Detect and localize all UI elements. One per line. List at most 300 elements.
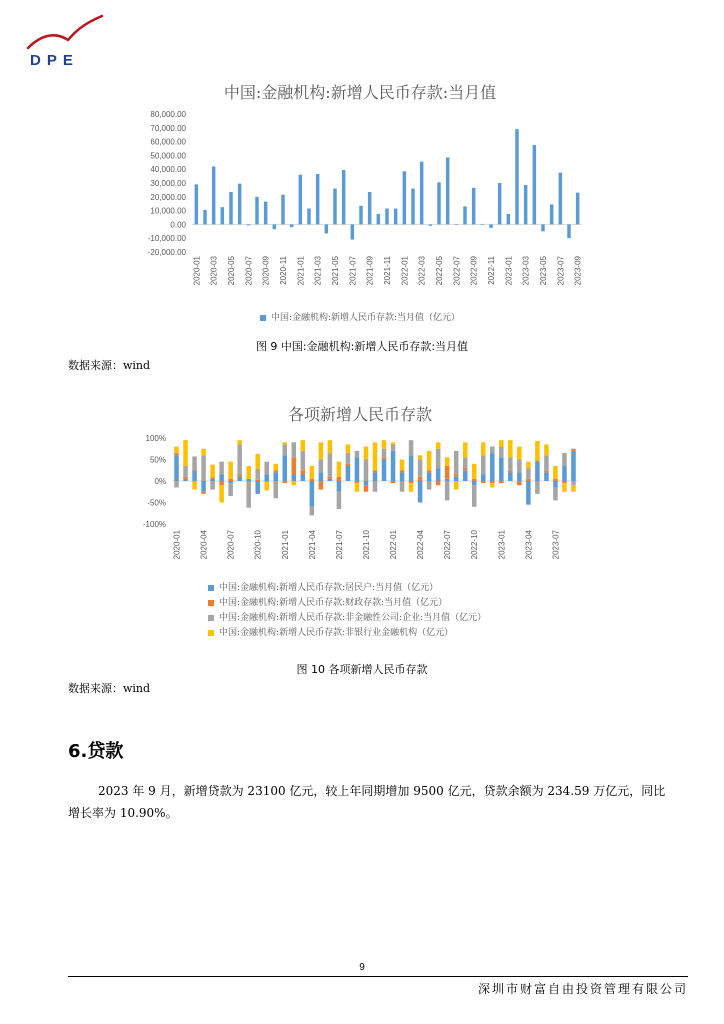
chart2-bar-segment [174,453,179,455]
chart2-legend-item [208,610,608,625]
chart2-bar-segment [255,480,260,481]
chart2-bar-segment [201,449,206,455]
chart1-title: 中国:金融机构:新增人民币存款:当月值 [223,83,497,102]
chart1-bar [498,183,501,224]
chart1-bar [368,192,371,224]
chart1-bar [299,175,302,225]
chart1-plot [120,104,600,326]
chart2-bar-segment [228,483,233,496]
chart2-bar-segment [364,481,369,485]
chart1-ytick-label: 50,000.00 [150,151,186,161]
chart1-bar [429,224,432,225]
chart2-bar-segment [283,444,288,455]
chart1-xtick-label: 2022-03 [417,256,427,286]
chart2-bar-segment [355,481,360,483]
chart2-bar-segment [219,462,224,475]
chart2-bar-segment [337,481,342,492]
chart2-bar-segment [337,492,342,509]
figure9-caption: 图 9 中国:金融机构:新增人民币存款:当月值 [255,340,469,353]
chart1-bar [273,224,276,229]
chart1-xtick-label: 2023-09 [573,256,583,286]
chart2-bar-segment [192,481,197,490]
chart2-bar-segment [481,442,486,455]
chart2-bar-segment [246,481,251,482]
chart1-ytick-label: 0.00 [170,220,186,230]
chart1-bar [463,206,466,224]
chart1-bar [559,173,562,225]
chart1-bar [247,224,250,225]
chart1-ytick-label: 30,000.00 [150,179,186,188]
chart1-xtick-label: 2021-05 [331,256,340,286]
chart2-bar-segment [201,455,206,481]
chart2-bar-segment [553,479,558,481]
chart2-bar-segment [544,444,549,455]
chart2-bar-segment [499,440,504,446]
chart2-bar-segment [418,455,423,459]
chart2-bar-segment [391,442,396,444]
chart1-bar [281,195,284,225]
chart2-ytick-label: 0% [154,477,166,486]
chart2-bar-segment [319,472,324,481]
chart2-bar-segment [192,469,197,470]
chart2-bar-segment [427,472,432,481]
chart2-bar-segment [490,483,495,487]
chart1-bar [290,224,293,227]
chart2-bar-segment [454,451,459,475]
chart2-legend-swatch [208,585,214,591]
chart2-bar-segment [571,451,576,481]
chart2-bar-segment [508,440,513,457]
chart2-bar-segment [264,482,269,491]
chart2-bar-segment [373,472,378,481]
chart2-bar-segment [292,457,297,474]
chart2-bar-segment [346,466,351,481]
chart2-bar-segment [535,462,540,481]
chart2-bar-segment [400,460,405,471]
chart2-xtick-label: 2021-10 [361,530,371,560]
chart2-xtick-label: 2023-01 [497,530,507,560]
chart2-bar-segment [328,440,333,453]
chart2-bar-segment [264,462,269,475]
chart2-bar-segment [373,442,378,470]
chart1-bar [316,174,319,224]
chart2-bar-segment [409,481,414,483]
chart1-bar [195,184,198,224]
chart2-bar-segment [246,479,251,481]
chart2-bar-segment [310,466,315,479]
chart2-bar-segment [274,464,279,470]
chart1-bar [576,193,579,225]
chart2-bar-segment [526,481,531,505]
chart2-bar-segment [445,479,450,481]
chart2-bar-segment [526,468,531,479]
chart1-source: 数据来源：wind [68,359,151,372]
chart2-bar-segment [481,455,486,474]
chart1-bar [455,224,458,225]
chart2-bar-segment [210,479,215,481]
chart2-xtick-label: 2020-04 [199,530,209,560]
chart1-bar [307,209,310,225]
chart1-bar [481,224,484,225]
chart2-bar-segment [463,468,468,470]
chart2-bar-segment [472,485,477,507]
chart2-bar-segment [400,481,405,492]
chart2-bar-segment [481,475,486,481]
chart2-bar-segment [255,454,260,469]
chart2-bar-segment [255,481,260,494]
chart2-legend-label: 中国:金融机构:新增人民币存款:居民户:当月值（亿元） [219,583,439,593]
chart2-bar-segment [445,457,450,466]
chart2-bar-segment [472,464,477,479]
chart2-xtick-label: 2021-04 [307,530,317,560]
chart2-legend-label: 中国:金融机构:新增人民币存款:非金融性公司:企业:当月值（亿元） [219,613,487,623]
chart2-bar-segment [237,475,242,477]
chart1-bar [238,184,241,225]
chart2-bar-segment [463,470,468,481]
chart1-ytick-label: -20,000.00 [147,248,186,257]
chart2-bar-segment [264,481,269,482]
chart2-bar-segment [373,481,378,492]
chart2-bar-segment [418,477,423,481]
chart2-bar-segment [192,470,197,481]
chart2-bar-segment [310,479,315,481]
chart1-xtick-label: 2020-11 [279,256,288,285]
chart1-bar [567,224,570,238]
chart2-bar-segment [364,460,369,482]
chart2-bar-segment [174,447,179,453]
chart2-bar-segment [562,481,567,483]
chart1-xtick-label: 2023-05 [539,256,548,286]
chart2-bar-segment [228,481,233,483]
chart2-bar-segment [301,470,306,474]
chart2-source: 数据来源：wind [68,682,151,695]
chart2-bar-segment [571,481,576,485]
chart2-bar-segment [346,444,351,453]
chart1-legend-swatch [260,315,266,321]
chart2-bar-segment [382,440,387,449]
figure10-caption: 图 10 各项新增人民币存款 [296,663,428,676]
chart2-legend-label: 中国:金融机构:新增人民币存款:非银行业金融机构（亿元） [219,628,454,638]
chart2-bar-segment [391,451,396,481]
chart2-bar-segment [264,475,269,481]
chart2-bar-segment [535,441,540,460]
chart1-bar [377,214,380,224]
chart2-bar-segment [463,457,468,468]
chart1-xtick-label: 2021-09 [365,256,375,286]
chart2-bar-segment [436,449,441,468]
chart2-bar-segment [274,481,279,498]
chart2-bar-segment [210,481,215,490]
chart2-bar-segment [319,481,324,490]
chart2-bar-segment [228,462,233,479]
chart2-legend-swatch [208,630,214,636]
chart2-bar-segment [517,460,522,473]
chart2-bar-segment [174,481,179,487]
chart1-xtick-label: 2020-07 [244,256,254,286]
chart1-ytick-label: 70,000.00 [150,123,186,133]
chart1-legend-label: 中国:金融机构:新增人民币存款:当月值（亿元） [270,313,461,323]
chart2-xtick-label: 2021-07 [334,530,344,560]
chart1-bar [221,207,224,224]
chart2-bar-segment [328,479,333,481]
section-paragraph: 2023 年 9 月，新增贷款为 23100 亿元，较上年同期增加 9500 亿元，贷款余额为 234.59 万亿元，同比增长率为 10.90%。 [68,784,666,820]
chart2-bar-segment [346,464,351,466]
chart2-bar-segment [562,483,567,492]
chart2-bar-segment [463,442,468,457]
chart1-bar [333,189,336,225]
chart2-bar-segment [391,481,396,483]
chart2-bar-segment [544,455,549,470]
chart2-bar-segment [553,487,558,500]
chart2-bar-segment [499,457,504,481]
chart2-bar-segment [355,457,360,481]
chart1-ytick-label: 60,000.00 [150,137,186,147]
chart2-bar-segment [183,466,188,477]
chart2-bar-segment [210,478,215,479]
chart2-bar-segment [400,470,405,472]
chart2-bar-segment [310,507,315,516]
chart1-bar [394,209,397,225]
chart2-bar-segment [400,472,405,481]
chart2-bar-segment [544,470,549,472]
chart2-xtick-label: 2022-01 [389,530,399,560]
chart2-bar-segment [391,444,396,450]
chart2-bar-segment [418,481,423,503]
chart1-bar [515,129,518,224]
chart2-bar-segment [427,451,432,470]
section-heading: 6.贷款 [68,741,124,762]
chart1-bar [446,157,449,224]
chart2-ytick-label: -50% [147,498,166,508]
chart2-bar-segment [427,470,432,472]
chart1-xtick-label: 2022-07 [452,256,462,286]
chart2-bar-segment [508,472,513,481]
chart1-bar [351,224,354,239]
chart2-bar-segment [382,460,387,482]
chart2-bar-segment [355,483,360,492]
chart2-bar-segment [292,481,297,485]
chart2-bar-segment [472,481,477,485]
chart2-bar-segment [283,455,288,481]
chart2-legend-swatch [208,600,214,606]
chart2-legend-item [208,625,608,640]
chart2-bar-segment [219,475,224,481]
chart2-bar-segment [571,449,576,451]
chart2-xtick-label: 2022-04 [416,530,426,560]
chart1-bar [325,224,328,233]
chart2-bar-segment [373,470,378,472]
chart2-legend-label: 中国:金融机构:新增人民币存款:财政存款:当月值（亿元） [219,598,448,608]
chart2-bar-segment [364,447,369,460]
chart1-xtick-label: 2021-11 [383,256,392,285]
chart2-bar-segment [382,457,387,459]
chart2-bar-segment [445,481,450,500]
chart2-xtick-label: 2020-01 [172,530,182,560]
chart1-xtick-label: 2022-09 [469,256,479,286]
chart2-xtick-label: 2021-01 [280,530,290,560]
chart2-xtick-label: 2022-07 [443,530,453,560]
chart2-bar-segment [328,477,333,479]
chart2-bar-segment [445,466,450,479]
chart1-xtick-label: 2023-01 [504,256,514,286]
chart1-bar [524,185,527,224]
chart2-plot [120,428,600,576]
chart2-xtick-label: 2020-10 [253,530,263,560]
chart2-legend-item [208,595,608,610]
chart2-bar-segment [562,453,567,466]
chart2-bar-segment [526,479,531,481]
chart1-xtick-label: 2022-11 [487,256,496,285]
chart2-bar-segment [237,477,242,481]
chart1-bar [437,182,440,224]
chart1-xtick-label: 2022-05 [435,256,444,286]
chart1-xtick-label: 2020-01 [192,256,202,286]
chart1-bar [550,204,553,224]
chart2-bar-segment [499,447,504,458]
chart1-legend [120,310,600,323]
chart2-xtick-label: 2023-04 [524,530,534,560]
chart1-xtick-label: 2023-07 [556,256,566,286]
chart2-bar-segment [499,481,504,483]
chart2-bar-segment [174,455,179,481]
chart2-bar-segment [454,477,459,481]
chart2-bar-segment [337,462,342,477]
chart2-bar-segment [310,481,315,507]
chart1-ytick-label: 20,000.00 [150,192,186,202]
chart2-bar-segment [201,492,206,494]
chart2-bar-segment [346,453,351,464]
chart2-bar-segment [418,460,423,477]
chart2-bar-segment [183,477,188,479]
chart2-bar-segment [228,479,233,481]
chart2-bar-segment [283,481,288,483]
chart2-bar-segment [292,475,297,481]
chart2-bar-segment [535,481,540,494]
chart2-bar-segment [301,440,306,451]
chart1-xtick-label: 2020-03 [209,256,219,286]
chart2-bar-segment [274,470,279,472]
chart2-bar-segment [337,477,342,481]
chart2-bar-segment [183,440,188,466]
chart1-xtick-label: 2020-09 [261,256,271,286]
chart2-bar-segment [237,440,242,444]
chart2-bar-segment [517,447,522,460]
chart2-bar-segment [292,442,297,457]
chart2-bar-segment [201,481,206,492]
chart2-bar-segment [427,481,432,490]
chart2-bar-segment [246,482,251,508]
chart2-legend [208,580,608,640]
chart1-xtick-label: 2023-03 [521,256,531,286]
chart2-bar-segment [409,440,414,455]
chart1-bar [403,171,406,224]
chart2-legend-item [208,580,608,595]
chart1-bar [264,202,267,225]
footer-divider [68,976,688,977]
chart2-bar-segment [319,460,324,473]
chart2-xtick-label: 2023-07 [551,530,561,560]
chart2-bar-segment [490,447,495,453]
chart1-bar [229,192,232,224]
chart1-xtick-label: 2021-07 [348,255,358,286]
chart2-ytick-label: 100% [145,434,166,443]
chart2-bar-segment [364,485,369,491]
chart1-bar [385,209,388,225]
chart2-bar-segment [436,468,441,481]
chart2-bar-segment [535,460,540,461]
chart2-bar-segment [553,466,558,479]
chart2-bar-segment [301,475,306,481]
chart2-bar-segment [544,472,549,481]
chart1-xtick-label: 2022-01 [400,256,410,286]
chart2-bar-segment [481,481,486,483]
chart2-bar-segment [382,449,387,458]
chart2-bar-segment [183,479,188,481]
chart1-bar [212,166,215,224]
chart2-bar-segment [409,455,414,481]
chart1-xtick-label: 2021-01 [296,256,306,286]
chart2-bar-segment [210,465,215,478]
chart2-ytick-label: -100% [142,520,166,529]
chart2-bar-segment [246,466,251,479]
chart2-bar-segment [328,453,333,477]
chart2-bar-segment [283,442,288,444]
chart2-bar-segment [409,483,414,492]
chart1-xtick-label: 2020-05 [227,256,236,286]
chart2-bar-segment [255,469,260,480]
chart2-bar-segment [319,442,324,459]
chart2-bar-segment [454,481,459,490]
chart1-bar [342,170,345,225]
chart2-bar-segment [219,481,224,485]
chart1-xtick-label: 2021-03 [313,256,323,286]
chart1-ytick-label: 80,000.00 [150,110,186,119]
chart2-bar-segment [237,444,242,474]
chart2-bar-segment [508,470,513,472]
chart2-bar-segment [490,453,495,481]
chart2-bar-segment [436,442,441,448]
chart1-bar [472,188,475,225]
chart2-bar-segment [490,481,495,483]
chart2-bar-segment [192,456,197,469]
chart2-bar-segment [517,472,522,481]
chart1-bar [203,210,206,224]
chart2-bar-segment [517,481,522,485]
chart1-ytick-label: -10,000.00 [147,234,186,244]
chart2-bar-segment [553,481,558,487]
chart1-bar [359,206,362,225]
chart1-bar [533,145,536,224]
chart2-bar-segment [526,462,531,468]
chart2-bar-segment [355,451,360,457]
chart2-bar-segment [436,481,441,485]
chart1-bar [489,224,492,227]
chart2-xtick-label: 2020-07 [226,530,236,560]
chart2-bar-segment [472,479,477,481]
chart2-bar-segment [274,472,279,481]
chart1-bar [411,189,414,225]
chart2-xtick-label: 2022-10 [470,530,480,560]
chart2-bar-segment [562,466,567,481]
chart2-bar-segment [301,451,306,470]
chart2-bar-segment [219,485,224,502]
chart1-bar [541,224,544,231]
page-number: 9 [359,962,365,973]
chart2-bar-segment [508,457,513,470]
chart1-ytick-label: 10,000.00 [150,206,186,216]
company-logo-swoosh [22,10,112,52]
chart1-bar [420,162,423,225]
